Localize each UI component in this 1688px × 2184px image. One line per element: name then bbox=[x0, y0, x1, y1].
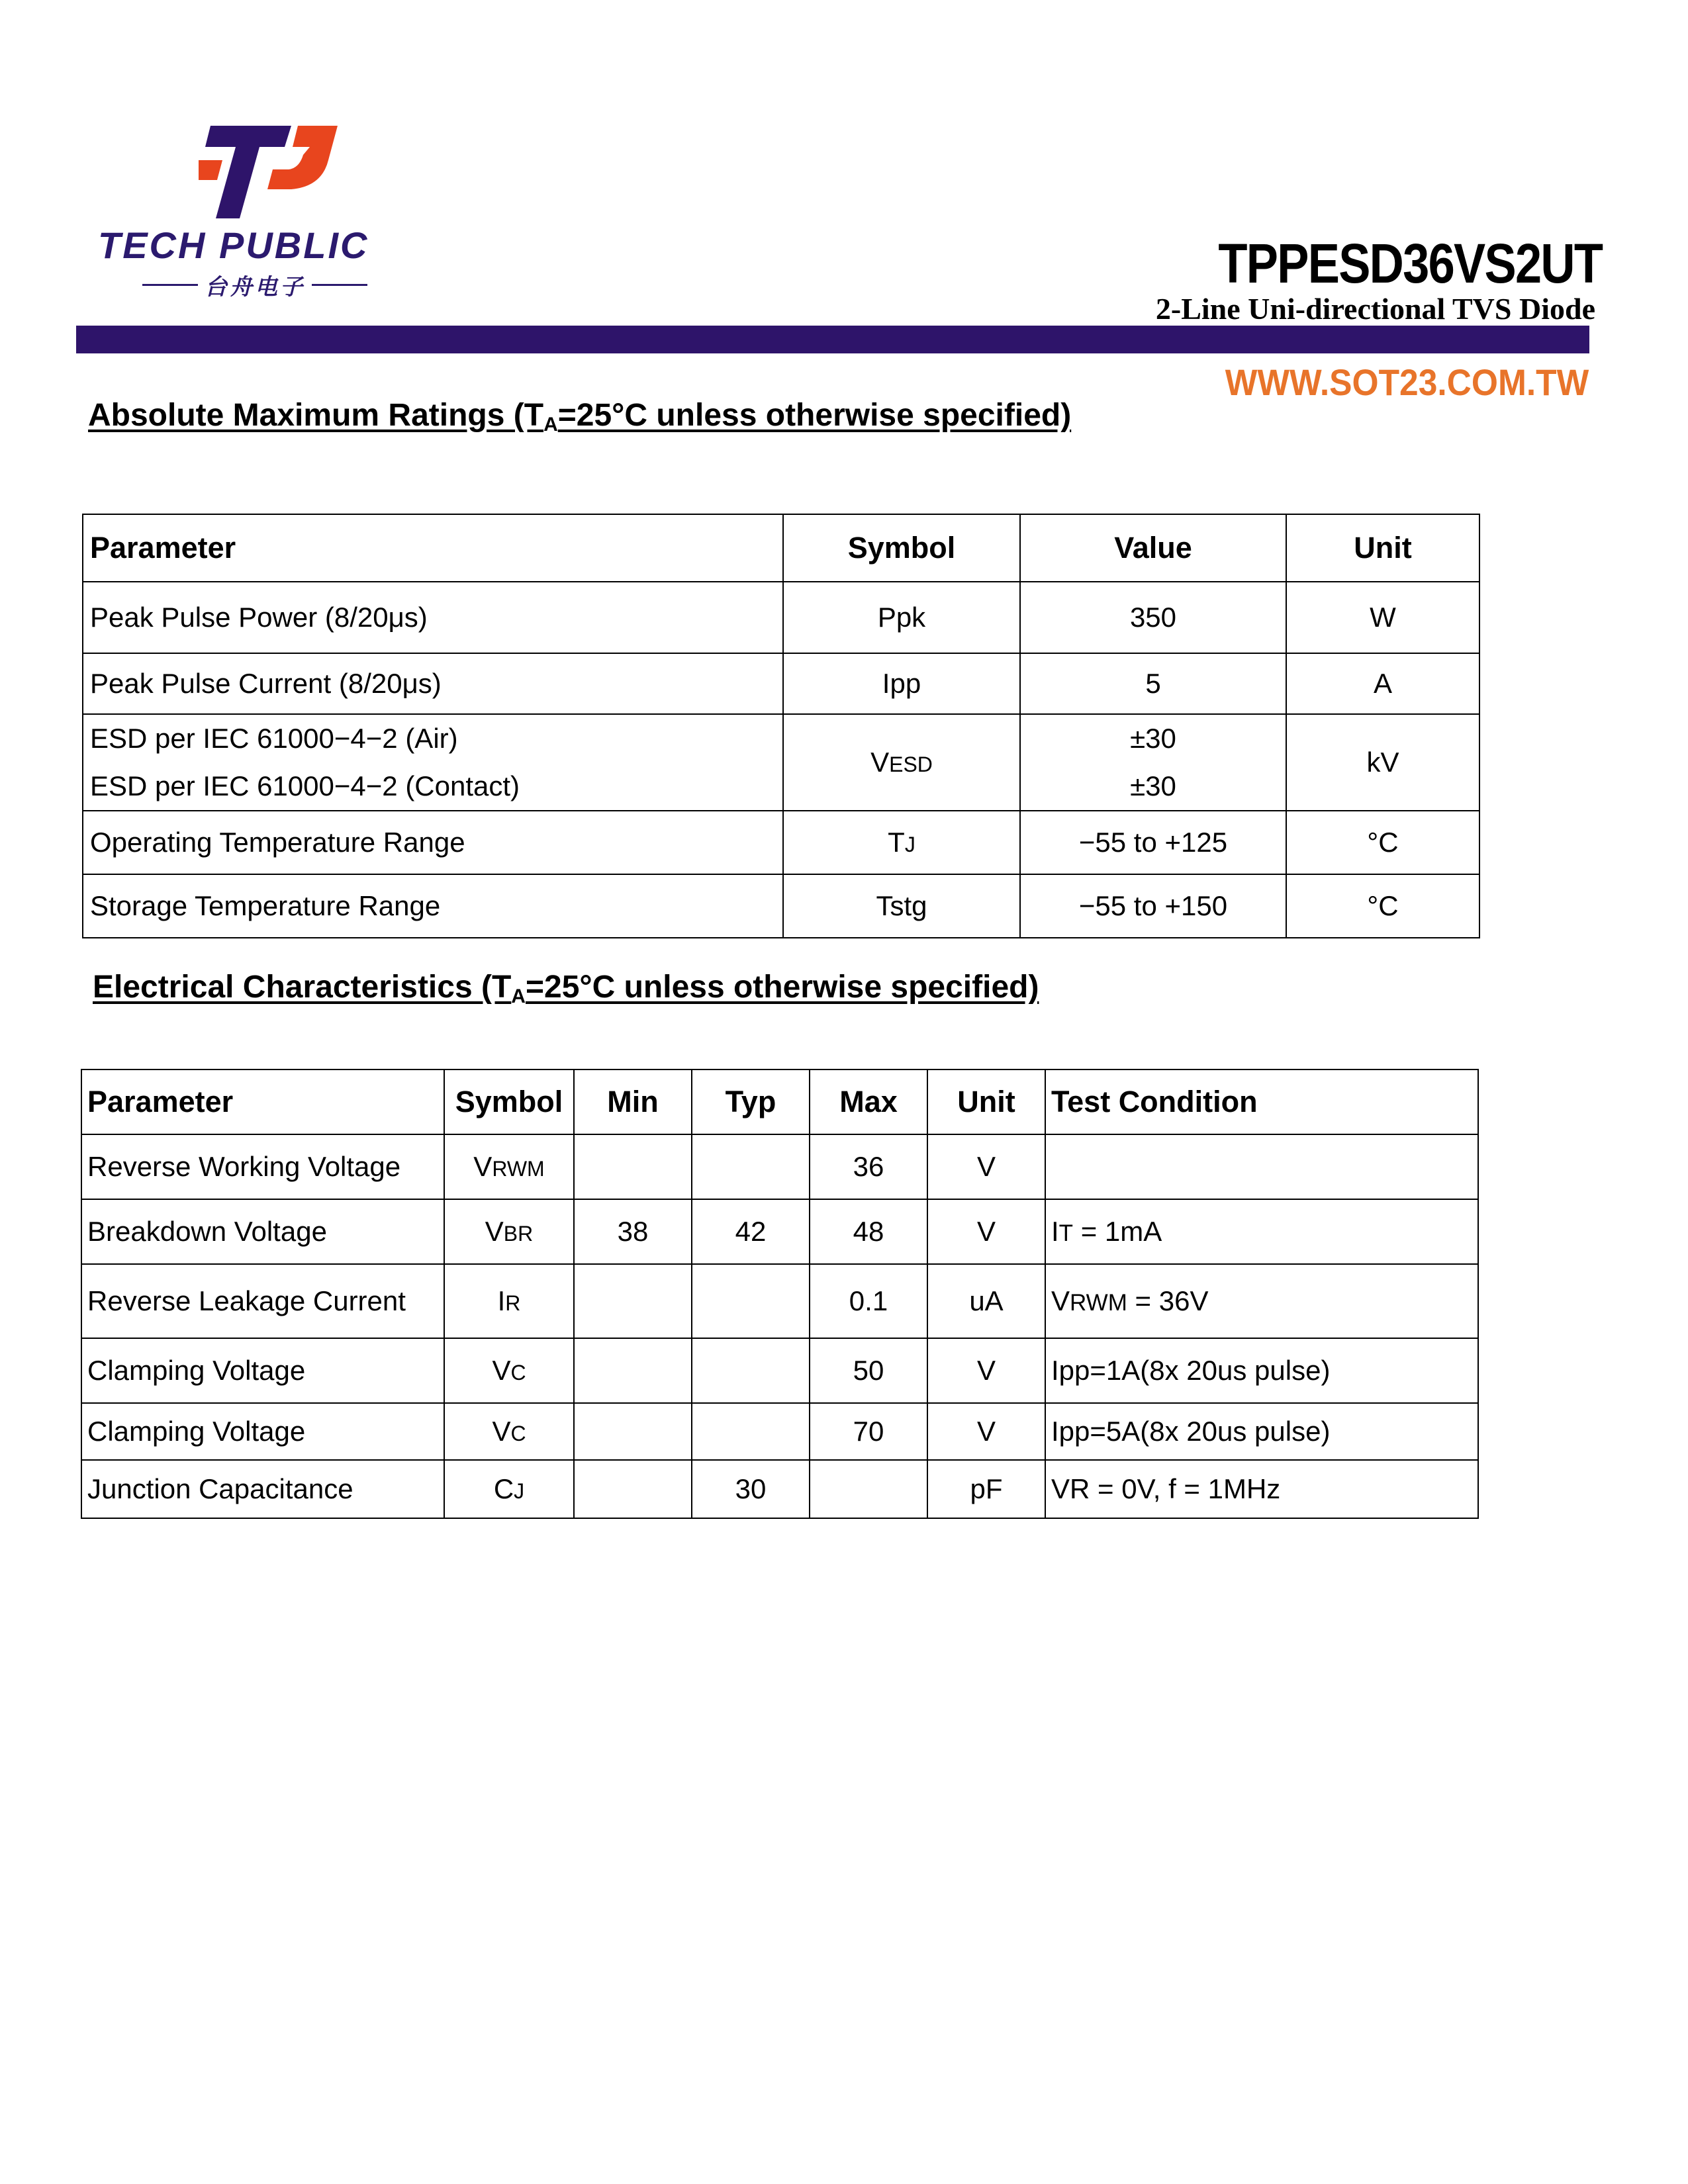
cell-unit: kV bbox=[1286, 714, 1479, 811]
cell-parameter: Reverse Leakage Current bbox=[81, 1264, 444, 1338]
cell-unit: V bbox=[927, 1134, 1045, 1199]
header-max: Max bbox=[810, 1069, 927, 1134]
cell-symbol: VBR bbox=[444, 1199, 574, 1264]
electrical-characteristics-table bbox=[81, 1069, 1479, 1519]
cell-unit: °C bbox=[1286, 811, 1479, 874]
cell-typ: 30 bbox=[692, 1460, 810, 1518]
cell-max bbox=[810, 1460, 927, 1518]
cell-value: −55 to +150 bbox=[1020, 874, 1286, 938]
cell-test-condition: Ipp=5A(8x 20us pulse) bbox=[1045, 1403, 1478, 1460]
part-number: TPPESD36VS2UT bbox=[1218, 232, 1602, 295]
cell-symbol: Tstg bbox=[783, 874, 1020, 938]
cell-unit: W bbox=[1286, 582, 1479, 653]
absolute-max-title: Absolute Maximum Ratings ($T_A=25^\circ C$ unless otherwise specified) bbox=[88, 398, 1072, 435]
header-symbol: Symbol bbox=[444, 1069, 574, 1134]
cell-symbol: Ipp bbox=[783, 653, 1020, 714]
cell-symbol: VC bbox=[444, 1403, 574, 1460]
table-row bbox=[81, 1403, 1478, 1460]
cell-unit: °C bbox=[1286, 874, 1479, 938]
cell-parameter: Peak Pulse Power (8/20μs) bbox=[83, 582, 783, 653]
cell-max: 48 bbox=[810, 1199, 927, 1264]
cell-unit: A bbox=[1286, 653, 1479, 714]
cell-min: 38 bbox=[574, 1199, 692, 1264]
cell-test-condition bbox=[1045, 1134, 1478, 1199]
cell-symbol: VRWM bbox=[444, 1134, 574, 1199]
cell-test-condition: IT = 1mA bbox=[1045, 1199, 1478, 1264]
table-row bbox=[81, 1134, 1478, 1199]
cell-symbol: Ppk bbox=[783, 582, 1020, 653]
table-row bbox=[81, 1460, 1478, 1518]
cell-max: 36 bbox=[810, 1134, 927, 1199]
cell-typ bbox=[692, 1264, 810, 1338]
cell-max: 50 bbox=[810, 1338, 927, 1403]
absolute-max-table bbox=[82, 514, 1480, 938]
table-row bbox=[81, 1338, 1478, 1403]
cell-symbol: IR bbox=[444, 1264, 574, 1338]
cell-max: 70 bbox=[810, 1403, 927, 1460]
header-unit: Unit bbox=[1286, 514, 1479, 582]
cell-unit: uA bbox=[927, 1264, 1045, 1338]
cell-parameter: Reverse Working Voltage bbox=[81, 1134, 444, 1199]
header-parameter: Parameter bbox=[81, 1069, 444, 1134]
table-row bbox=[83, 653, 1479, 714]
header-value: Value bbox=[1020, 514, 1286, 582]
header-test-condition: Test Condition bbox=[1045, 1069, 1478, 1134]
cell-test-condition: Ipp=1A(8x 20us pulse) bbox=[1045, 1338, 1478, 1403]
cell-unit: V bbox=[927, 1338, 1045, 1403]
cell-value bbox=[1020, 714, 1286, 811]
cell-parameter: Junction Capacitance bbox=[81, 1460, 444, 1518]
esd-air-value: ±30 bbox=[1130, 723, 1176, 754]
header-symbol: Symbol bbox=[783, 514, 1020, 582]
esd-air-label: ESD per IEC 61000−4−2 (Air) bbox=[90, 723, 458, 754]
cell-typ bbox=[692, 1338, 810, 1403]
cell-typ bbox=[692, 1403, 810, 1460]
cell-unit: pF bbox=[927, 1460, 1045, 1518]
cell-symbol: VESD bbox=[783, 714, 1020, 811]
cell-parameter: Clamping Voltage bbox=[81, 1338, 444, 1403]
cell-symbol: CJ bbox=[444, 1460, 574, 1518]
cell-min bbox=[574, 1460, 692, 1518]
brand-chinese-label: 台舟电子 bbox=[205, 274, 305, 300]
cell-parameter: Breakdown Voltage bbox=[81, 1199, 444, 1264]
table-row bbox=[83, 582, 1479, 653]
cell-parameter: Storage Temperature Range bbox=[83, 874, 783, 938]
table-row bbox=[81, 1264, 1478, 1338]
cell-symbol: TJ bbox=[783, 811, 1020, 874]
cell-value: 5 bbox=[1020, 653, 1286, 714]
header-unit: Unit bbox=[927, 1069, 1045, 1134]
header-min: Min bbox=[574, 1069, 692, 1134]
cell-parameter: Operating Temperature Range bbox=[83, 811, 783, 874]
cell-parameter: Peak Pulse Current (8/20μs) bbox=[83, 653, 783, 714]
table-row bbox=[81, 1199, 1478, 1264]
cell-min bbox=[574, 1264, 692, 1338]
cell-unit: V bbox=[927, 1199, 1045, 1264]
cell-test-condition: VRWM = 36V bbox=[1045, 1264, 1478, 1338]
cell-typ: 42 bbox=[692, 1199, 810, 1264]
header-divider-bar bbox=[76, 326, 1589, 353]
table-row bbox=[83, 811, 1479, 874]
table-header-row bbox=[81, 1069, 1478, 1134]
table-row bbox=[83, 874, 1479, 938]
table-header-row bbox=[83, 514, 1479, 582]
cell-max: 0.1 bbox=[810, 1264, 927, 1338]
header-typ: Typ bbox=[692, 1069, 810, 1134]
website-link[interactable]: WWW.SOT23.COM.TW bbox=[1225, 361, 1589, 403]
header-parameter: Parameter bbox=[83, 514, 783, 582]
cell-parameter bbox=[83, 714, 783, 811]
cell-test-condition: VR = 0V, f = 1MHz bbox=[1045, 1460, 1478, 1518]
cell-typ bbox=[692, 1134, 810, 1199]
electrical-characteristics-title: Electrical Characteristics ($T_A=25^\circ C$ unless otherwise specified) bbox=[93, 970, 1039, 1007]
cell-unit: V bbox=[927, 1403, 1045, 1460]
table-row bbox=[83, 714, 1479, 811]
cell-parameter: Clamping Voltage bbox=[81, 1403, 444, 1460]
brand-name: TECH PUBLIC bbox=[98, 224, 369, 266]
esd-contact-value: ±30 bbox=[1130, 770, 1176, 801]
brand-chinese-name bbox=[142, 268, 367, 301]
esd-contact-label: ESD per IEC 61000−4−2 (Contact) bbox=[90, 770, 520, 801]
cell-min bbox=[574, 1338, 692, 1403]
part-description: 2-Line Uni-directional TVS Diode bbox=[1155, 292, 1595, 326]
tech-public-logo-icon bbox=[199, 126, 338, 218]
cell-value: 350 bbox=[1020, 582, 1286, 653]
cell-value: −55 to +125 bbox=[1020, 811, 1286, 874]
cell-min bbox=[574, 1403, 692, 1460]
cell-symbol: VC bbox=[444, 1338, 574, 1403]
cell-min bbox=[574, 1134, 692, 1199]
